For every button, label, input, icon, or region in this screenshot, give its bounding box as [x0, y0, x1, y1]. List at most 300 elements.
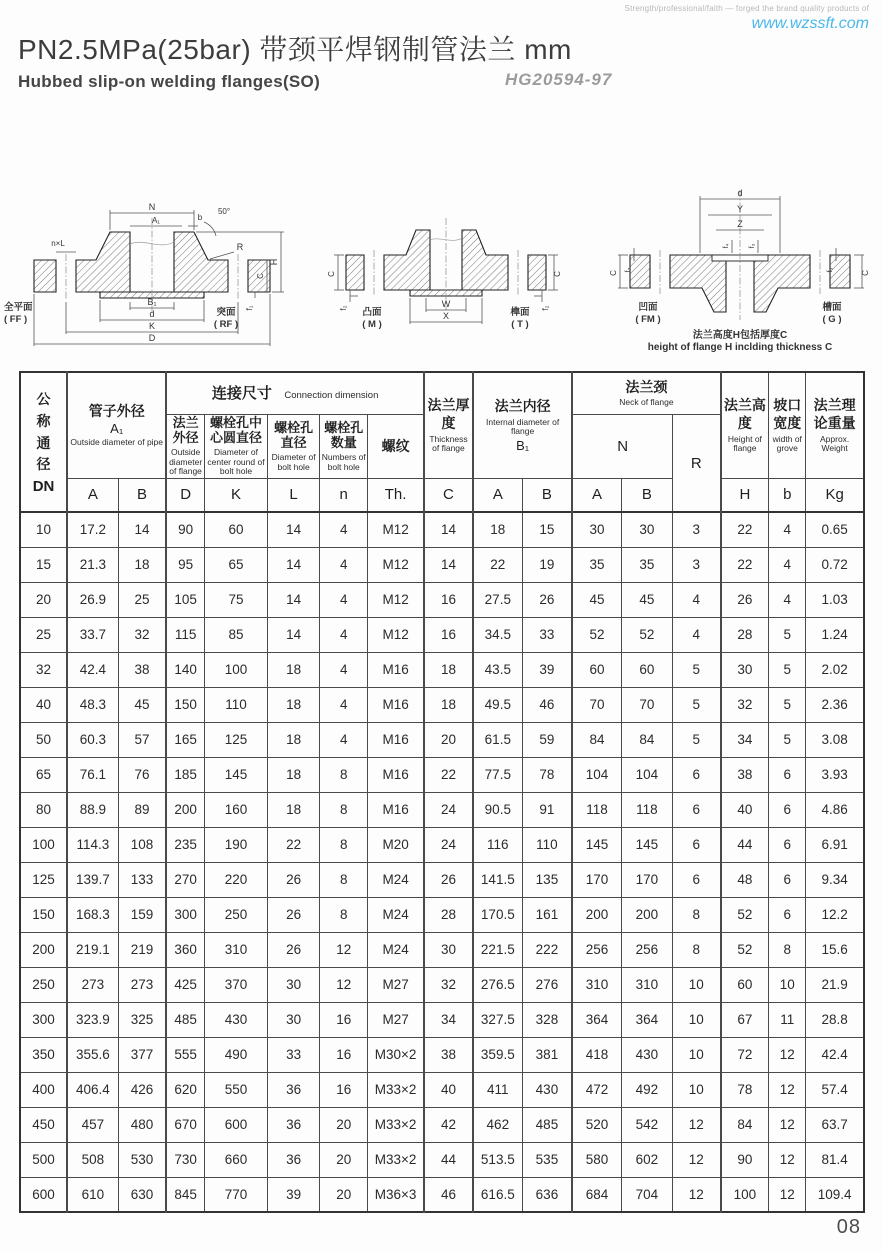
table-row	[20, 1142, 864, 1177]
table-cell: 14	[118, 512, 166, 547]
table-cell: 32	[20, 652, 67, 687]
table-cell: 125	[20, 862, 67, 897]
table-cell: 4	[769, 512, 806, 547]
table-cell: 10	[672, 967, 720, 1002]
dim-label-r: R	[236, 242, 244, 252]
table-cell: 60	[204, 512, 267, 547]
table-cell: 28	[424, 897, 473, 932]
symbol-cell: n	[320, 478, 368, 512]
table-cell: 16	[320, 1037, 368, 1072]
table-cell: 76	[118, 757, 166, 792]
table-cell: 90	[721, 1142, 769, 1177]
flange-od-cn: 法兰外径	[172, 414, 199, 446]
dim-label-d: d	[737, 188, 743, 198]
groove-en: width of grove	[772, 433, 802, 454]
table-cell: 508	[67, 1142, 118, 1177]
table-cell: 21.9	[806, 967, 864, 1002]
table-cell: 370	[204, 967, 267, 1002]
table-cell: 118	[572, 792, 621, 827]
dim-label-c-right: C	[553, 271, 562, 277]
col-header-groove	[769, 372, 806, 478]
table-cell: 84	[572, 722, 621, 757]
table-cell: 100	[20, 827, 67, 862]
table-cell: 270	[166, 862, 204, 897]
table-cell: 170.5	[473, 897, 522, 932]
table-cell: 24	[424, 792, 473, 827]
symbol-cell: H	[721, 478, 769, 512]
table-cell: 15.6	[806, 932, 864, 967]
table-cell: 91	[522, 792, 572, 827]
table-cell: 12	[769, 1037, 806, 1072]
table-row	[20, 862, 864, 897]
face-label-m-cn: 凸面	[362, 307, 382, 318]
dim-label-angle: 50°	[217, 207, 231, 216]
table-cell: M30×2	[368, 1037, 424, 1072]
table-cell: 6	[769, 827, 806, 862]
bolt-circle-en: Diameter of center round of bolt hole	[207, 446, 265, 477]
table-cell: 5	[672, 687, 720, 722]
table-cell: 22	[473, 547, 522, 582]
bore-sym: B₁	[516, 438, 530, 454]
connection-cn: 连接尺寸	[211, 384, 272, 402]
table-cell: 8	[769, 932, 806, 967]
table-row	[20, 897, 864, 932]
table-cell: 60	[621, 652, 672, 687]
table-cell: 114.3	[67, 827, 118, 862]
table-cell: 513.5	[473, 1142, 522, 1177]
drawing-caption-cn: 法兰高度H包括厚度C	[692, 330, 788, 341]
table-cell: 145	[572, 827, 621, 862]
table-cell: 12	[320, 932, 368, 967]
dim-label-f3b: f₃	[827, 267, 834, 273]
table-cell: 12	[672, 1142, 720, 1177]
neck-cn: 法兰颈	[625, 379, 668, 396]
table-cell: 350	[20, 1037, 67, 1072]
table-cell: 34.5	[473, 617, 522, 652]
table-row	[20, 512, 864, 547]
table-cell: 150	[20, 897, 67, 932]
table-cell: 30	[424, 932, 473, 967]
table-cell: 9.34	[806, 862, 864, 897]
table-cell: 15	[522, 512, 572, 547]
table-cell: 22	[721, 547, 769, 582]
table-cell: M27	[368, 1002, 424, 1037]
neck-en: Neck of flange	[619, 397, 674, 408]
table-cell: 630	[118, 1177, 166, 1212]
table-cell: 12	[320, 967, 368, 1002]
table-cell: 6.91	[806, 827, 864, 862]
table-cell: 140	[166, 652, 204, 687]
dim-label-d: d	[149, 309, 155, 319]
table-cell: 33.7	[67, 617, 118, 652]
table-cell: 327.5	[473, 1002, 522, 1037]
table-cell: 418	[572, 1037, 621, 1072]
table-cell: 273	[67, 967, 118, 1002]
table-cell: 4	[672, 617, 720, 652]
table-cell: 684	[572, 1177, 621, 1212]
symbol-cell: B	[118, 478, 166, 512]
technical-drawings	[0, 160, 883, 365]
dim-label-c-right: C	[861, 270, 870, 276]
table-cell: 81.4	[806, 1142, 864, 1177]
table-cell: 95	[166, 547, 204, 582]
table-cell: 8	[320, 757, 368, 792]
brand-tagline: Strength/professional/faith — forged the brand quality products of	[624, 4, 869, 13]
col-header-neck-r	[672, 414, 720, 512]
thickness-cn: 法兰厚度	[427, 397, 470, 432]
table-cell: 50	[20, 722, 67, 757]
table-cell: 411	[473, 1072, 522, 1107]
table-cell: 219	[118, 932, 166, 967]
website-link[interactable]: www.wzssft.com	[751, 15, 869, 32]
table-cell: 377	[118, 1037, 166, 1072]
dim-label-w: W	[441, 299, 451, 309]
table-cell: 600	[20, 1177, 67, 1212]
table-cell: 26.9	[67, 582, 118, 617]
symbol-cell: b	[769, 478, 806, 512]
table-cell: 6	[672, 757, 720, 792]
table-cell: M33×2	[368, 1142, 424, 1177]
table-cell: 70	[621, 687, 672, 722]
table-cell: 16	[320, 1072, 368, 1107]
dim-label-f2-right: f₂	[541, 305, 550, 311]
table-cell: 44	[424, 1142, 473, 1177]
table-row	[20, 1002, 864, 1037]
drawing-caption-en: height of flange H inclding thickness C	[647, 342, 833, 353]
table-cell: 426	[118, 1072, 166, 1107]
bolt-hole-num-cn: 螺栓孔数量	[324, 419, 364, 451]
table-cell: 36	[268, 1107, 320, 1142]
table-cell: 4	[320, 547, 368, 582]
table-cell: 65	[204, 547, 267, 582]
standard-code: HG20594-97	[505, 70, 613, 89]
dim-label-n: N	[148, 202, 156, 212]
table-cell: 85	[204, 617, 267, 652]
table-cell: 12	[769, 1072, 806, 1107]
col-header-bolt-hole-num	[320, 414, 368, 478]
table-cell: 6	[769, 897, 806, 932]
connection-en: Connection dimension	[284, 389, 379, 401]
table-cell: 40	[721, 792, 769, 827]
col-header-thickness	[424, 372, 473, 478]
symbol-cell: Th.	[368, 478, 424, 512]
table-cell: 141.5	[473, 862, 522, 897]
table-cell: 72	[721, 1037, 769, 1072]
table-row	[20, 1107, 864, 1142]
table-cell: 4	[672, 582, 720, 617]
dim-label-f3: f₃	[749, 243, 756, 249]
table-cell: 26	[424, 862, 473, 897]
table-cell: 670	[166, 1107, 204, 1142]
table-row	[20, 792, 864, 827]
table-cell: 250	[20, 967, 67, 1002]
col-header-thread	[368, 414, 424, 478]
table-cell: 45	[572, 582, 621, 617]
table-cell: 40	[20, 687, 67, 722]
table-cell: 490	[204, 1037, 267, 1072]
flange-drawing-ff-rf	[0, 160, 294, 360]
table-cell: 3	[672, 512, 720, 547]
table-cell: 328	[522, 1002, 572, 1037]
table-row	[20, 757, 864, 792]
table-row	[20, 1037, 864, 1072]
table-cell: 133	[118, 862, 166, 897]
table-cell: 360	[166, 932, 204, 967]
col-header-weight	[806, 372, 864, 478]
col-header-height	[721, 372, 769, 478]
table-cell: 38	[721, 757, 769, 792]
table-cell: 8	[320, 897, 368, 932]
thickness-en: Thickness of flange	[429, 433, 468, 454]
dim-label-f4: f₄	[723, 243, 730, 249]
table-cell: 300	[166, 897, 204, 932]
table-cell: 323.9	[67, 1002, 118, 1037]
page-title: PN2.5MPa(25bar) 带颈平焊钢制管法兰 mm	[18, 34, 572, 65]
face-label-g-cn: 槽面	[822, 302, 842, 313]
table-cell: 77.5	[473, 757, 522, 792]
table-cell: 25	[20, 617, 67, 652]
table-cell: 406.4	[67, 1072, 118, 1107]
table-cell: 5	[769, 652, 806, 687]
table-cell: 12	[672, 1177, 720, 1212]
table-cell: 256	[621, 932, 672, 967]
table-cell: 52	[721, 932, 769, 967]
table-cell: 4	[320, 582, 368, 617]
table-cell: 20	[320, 1107, 368, 1142]
table-cell: 300	[20, 1002, 67, 1037]
symbol-cell: Kg	[806, 478, 864, 512]
table-cell: 88.9	[67, 792, 118, 827]
table-cell: 75	[204, 582, 267, 617]
table-cell: 550	[204, 1072, 267, 1107]
table-cell: 12	[769, 1177, 806, 1212]
table-cell: 39	[522, 652, 572, 687]
table-cell: 8	[320, 862, 368, 897]
table-cell: 221.5	[473, 932, 522, 967]
table-cell: M12	[368, 512, 424, 547]
table-cell: 430	[621, 1037, 672, 1072]
table-cell: 4	[320, 722, 368, 757]
dim-label-y: Y	[736, 204, 744, 214]
table-cell: 2.36	[806, 687, 864, 722]
table-cell: 30	[721, 652, 769, 687]
table-cell: 84	[621, 722, 672, 757]
table-cell: 26	[522, 582, 572, 617]
table-head	[20, 372, 864, 512]
table-cell: 2.02	[806, 652, 864, 687]
symbol-cell: A	[67, 478, 118, 512]
table-cell: 19	[522, 547, 572, 582]
col-header-dn-sym: DN	[32, 477, 55, 495]
table-cell: 542	[621, 1107, 672, 1142]
table-cell: 61.5	[473, 722, 522, 757]
col-header-dn-cn: 公称通径	[36, 391, 51, 473]
table-cell: 273	[118, 967, 166, 1002]
table-cell: 65	[20, 757, 67, 792]
table-cell: 18	[424, 652, 473, 687]
table-cell: 18	[268, 722, 320, 757]
table-cell: 42	[424, 1107, 473, 1142]
table-cell: 18	[268, 687, 320, 722]
table-cell: 610	[67, 1177, 118, 1212]
table-cell: 44	[721, 827, 769, 862]
table-cell: 4	[769, 582, 806, 617]
dim-label-dd: D	[148, 333, 156, 343]
table-cell: 520	[572, 1107, 621, 1142]
table-cell: 161	[522, 897, 572, 932]
height-cn: 法兰高度	[723, 397, 766, 432]
table-cell: 78	[522, 757, 572, 792]
table-cell: 12	[769, 1142, 806, 1177]
table-cell: 170	[621, 862, 672, 897]
symbol-cell: C	[424, 478, 473, 512]
table-row	[20, 722, 864, 757]
table-cell: 485	[522, 1107, 572, 1142]
table-cell: 6	[672, 792, 720, 827]
table-cell: 32	[118, 617, 166, 652]
col-header-flange-od	[166, 414, 204, 478]
table-cell: 60	[721, 967, 769, 1002]
table-cell: 845	[166, 1177, 204, 1212]
table-cell: 462	[473, 1107, 522, 1142]
table-cell: 5	[672, 722, 720, 757]
table-cell: M16	[368, 792, 424, 827]
table-cell: 42.4	[67, 652, 118, 687]
table-cell: 57.4	[806, 1072, 864, 1107]
table-cell: 43.5	[473, 652, 522, 687]
symbol-cell: L	[268, 478, 320, 512]
table-cell: 135	[522, 862, 572, 897]
table-cell: 219.1	[67, 932, 118, 967]
table-cell: 200	[621, 897, 672, 932]
symbol-cell: K	[204, 478, 267, 512]
table-cell: 118	[621, 792, 672, 827]
table-cell: 11	[769, 1002, 806, 1037]
table-cell: 49.5	[473, 687, 522, 722]
table-cell: 168.3	[67, 897, 118, 932]
table-cell: 580	[572, 1142, 621, 1177]
table-cell: 17.2	[67, 512, 118, 547]
table-cell: 45	[621, 582, 672, 617]
table-cell: 555	[166, 1037, 204, 1072]
dim-label-c: C	[256, 273, 265, 279]
table-cell: M16	[368, 757, 424, 792]
table-cell: 18	[424, 687, 473, 722]
table-cell: 200	[166, 792, 204, 827]
table-cell: M16	[368, 687, 424, 722]
face-label-rf-en: ( RF )	[213, 319, 239, 330]
table-cell: 3.93	[806, 757, 864, 792]
table-cell: 46	[424, 1177, 473, 1212]
table-cell: 48	[721, 862, 769, 897]
dim-label-f2: f₂	[625, 267, 632, 273]
table-cell: 16	[320, 1002, 368, 1037]
table-cell: 38	[118, 652, 166, 687]
table-cell: 59	[522, 722, 572, 757]
table-cell: 602	[621, 1142, 672, 1177]
table-cell: 109.4	[806, 1177, 864, 1212]
table-cell: 39	[268, 1177, 320, 1212]
table-cell: 105	[166, 582, 204, 617]
table-cell: 310	[621, 967, 672, 1002]
table-cell: 6	[769, 792, 806, 827]
table-cell: 35	[572, 547, 621, 582]
table-cell: 12.2	[806, 897, 864, 932]
table-cell: 89	[118, 792, 166, 827]
table-cell: 660	[204, 1142, 267, 1177]
table-cell: 276	[522, 967, 572, 1002]
dim-label-h: H	[269, 258, 279, 266]
table-cell: 620	[166, 1072, 204, 1107]
table-cell: 14	[424, 512, 473, 547]
table-cell: 12	[672, 1107, 720, 1142]
table-cell: 28	[721, 617, 769, 652]
table-cell: M12	[368, 547, 424, 582]
table-cell: 104	[572, 757, 621, 792]
table-cell: 90	[166, 512, 204, 547]
bolt-hole-num-en: Numbers of bolt hole	[321, 451, 366, 472]
table-cell: 10	[769, 967, 806, 1002]
dim-label-b1: B₁	[147, 297, 157, 307]
pipe-od-en: Outside diameter of pipe	[70, 437, 164, 448]
table-cell: 18	[118, 547, 166, 582]
height-en: Height of flange	[727, 433, 762, 454]
face-label-t-en: ( T )	[511, 319, 529, 330]
neck-r-sym: R	[690, 454, 702, 472]
table-cell: 38	[424, 1037, 473, 1072]
table-cell: 80	[20, 792, 67, 827]
table-cell: 0.65	[806, 512, 864, 547]
table-cell: 110	[204, 687, 267, 722]
table-cell: 355.6	[67, 1037, 118, 1072]
col-group-neck	[572, 372, 720, 414]
table-cell: 310	[204, 932, 267, 967]
table-row	[20, 652, 864, 687]
col-header-dn	[20, 372, 67, 512]
table-cell: 48.3	[67, 687, 118, 722]
table-cell: 6	[769, 862, 806, 897]
table-cell: 500	[20, 1142, 67, 1177]
table-cell: 145	[204, 757, 267, 792]
table-cell: 325	[118, 1002, 166, 1037]
table-cell: 1.24	[806, 617, 864, 652]
table-cell: 310	[572, 967, 621, 1002]
dim-label-a1: A₁	[151, 216, 161, 225]
table-cell: 57	[118, 722, 166, 757]
table-cell: 3.08	[806, 722, 864, 757]
table-cell: M33×2	[368, 1072, 424, 1107]
table-cell: 20	[320, 1142, 368, 1177]
table-cell: 359.5	[473, 1037, 522, 1072]
table-cell: M33×2	[368, 1107, 424, 1142]
col-header-neck-n	[572, 414, 672, 478]
table-cell: 110	[522, 827, 572, 862]
table-cell: 636	[522, 1177, 572, 1212]
dim-label-x: X	[442, 311, 450, 321]
table-row	[20, 687, 864, 722]
table-cell: 14	[268, 512, 320, 547]
table-cell: 3	[672, 547, 720, 582]
table-cell: 430	[204, 1002, 267, 1037]
table-cell: M16	[368, 652, 424, 687]
col-group-connection	[166, 372, 424, 414]
table-cell: 4	[320, 652, 368, 687]
table-cell: 18	[268, 757, 320, 792]
table-cell: 190	[204, 827, 267, 862]
table-cell: 200	[20, 932, 67, 967]
table-cell: 21.3	[67, 547, 118, 582]
table-cell: 18	[268, 652, 320, 687]
